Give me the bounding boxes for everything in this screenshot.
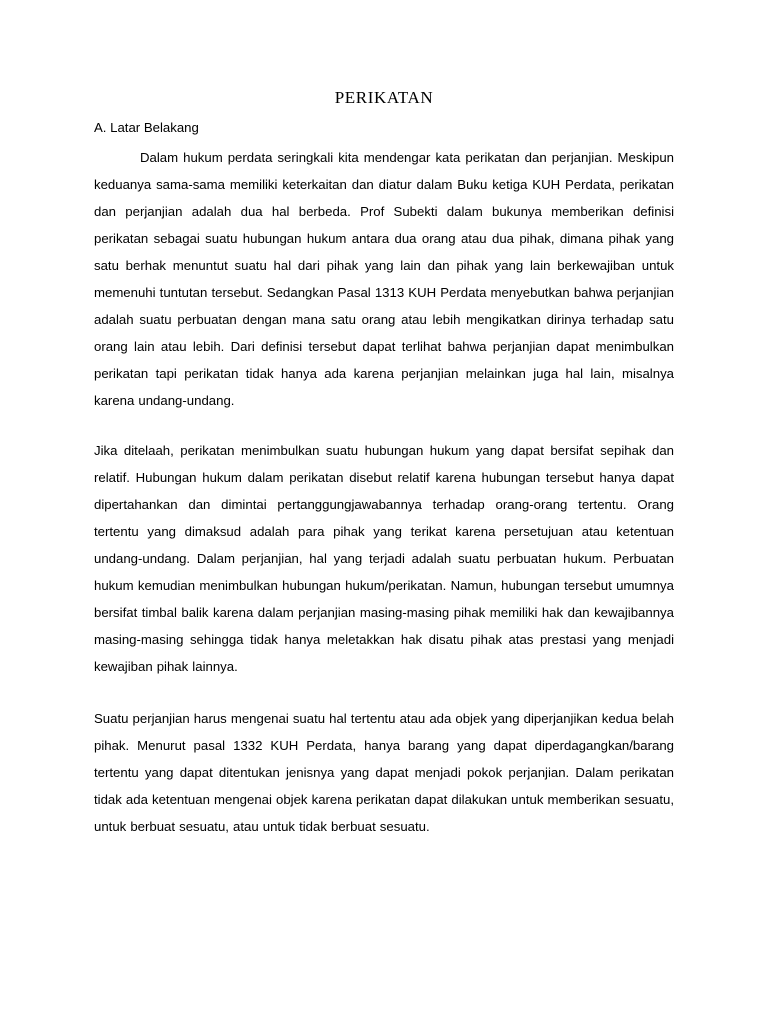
paragraph-3: Suatu perjanjian harus mengenai suatu hal tertentu atau ada objek yang diperjanjikan kedua belah pihak. Menurut pasal 1332 KUH Perdata, hanya barang yang dapat diperdagangkan/barang tertentu yang dapat ditentukan jenisnya yang dapat menjadi pokok perjanjian. Dalam perikatan tidak ada ketentuan mengenai objek karena perikatan dapat dilakukan untuk memberikan sesuatu, untuk berbuat sesuatu, atau untuk tidak berbuat sesuatu. — [94, 711, 675, 834]
section-heading: A. Latar Belakang — [94, 120, 199, 135]
paragraph-1: Dalam hukum perdata seringkali kita mendengar kata perikatan dan perjanjian. Meskipun keduanya sama-sama memiliki keterkaitan dan diatur dalam Buku ketiga KUH Perdata, perikatan dan perjanjian adalah dua hal berbeda. Prof Subekti dalam bukunya memberikan definisi perikatan sebagai suatu hubungan hukum antara dua orang atau dua pihak, dimana pihak yang satu berhak menuntut suatu hal dari pihak yang lain dan pihak yang lain berkewajiban untuk memenuhi tuntutan tersebut. Sedangkan Pasal 1313 KUH Perdata menyebutkan bahwa perjanjian adalah suatu perbuatan dengan mana satu orang atau lebih mengikatkan dirinya terhadap satu orang lain atau lebih. Dari definisi tersebut dapat terlihat bahwa perjanjian dapat menimbulkan perikatan tapi perikatan tidak hanya ada karena perjanjian melainkan juga hal lain, misalnya karena undang-undang. — [94, 150, 674, 408]
paragraph-2: Jika ditelaah, perikatan menimbulkan suatu hubungan hukum yang dapat bersifat sepihak dan relatif. Hubungan hukum dalam perikatan disebut relatif karena hubungan tersebut hanya dapat dipertahankan dan dimintai pertanggungjawabannya terhadap orang-orang tertentu. Orang tertentu yang dimaksud adalah para pihak yang terikat karena persetujuan atau ketentuan undang-undang. Dalam perjanjian, hal yang terjadi adalah suatu perbuatan hukum. Perbuatan hukum kemudian menimbulkan hubungan hukum/perikatan. Namun, hubungan tersebut umumnya bersifat timbal balik karena dalam perjanjian masing-masing pihak memiliki hak dan kewajibannya masing-masing sehingga tidak hanya meletakkan hak disatu pihak atas prestasi yang menjadi kewajiban pihak lainnya. — [94, 443, 674, 674]
document-title: PERIKATAN — [334, 88, 434, 107]
